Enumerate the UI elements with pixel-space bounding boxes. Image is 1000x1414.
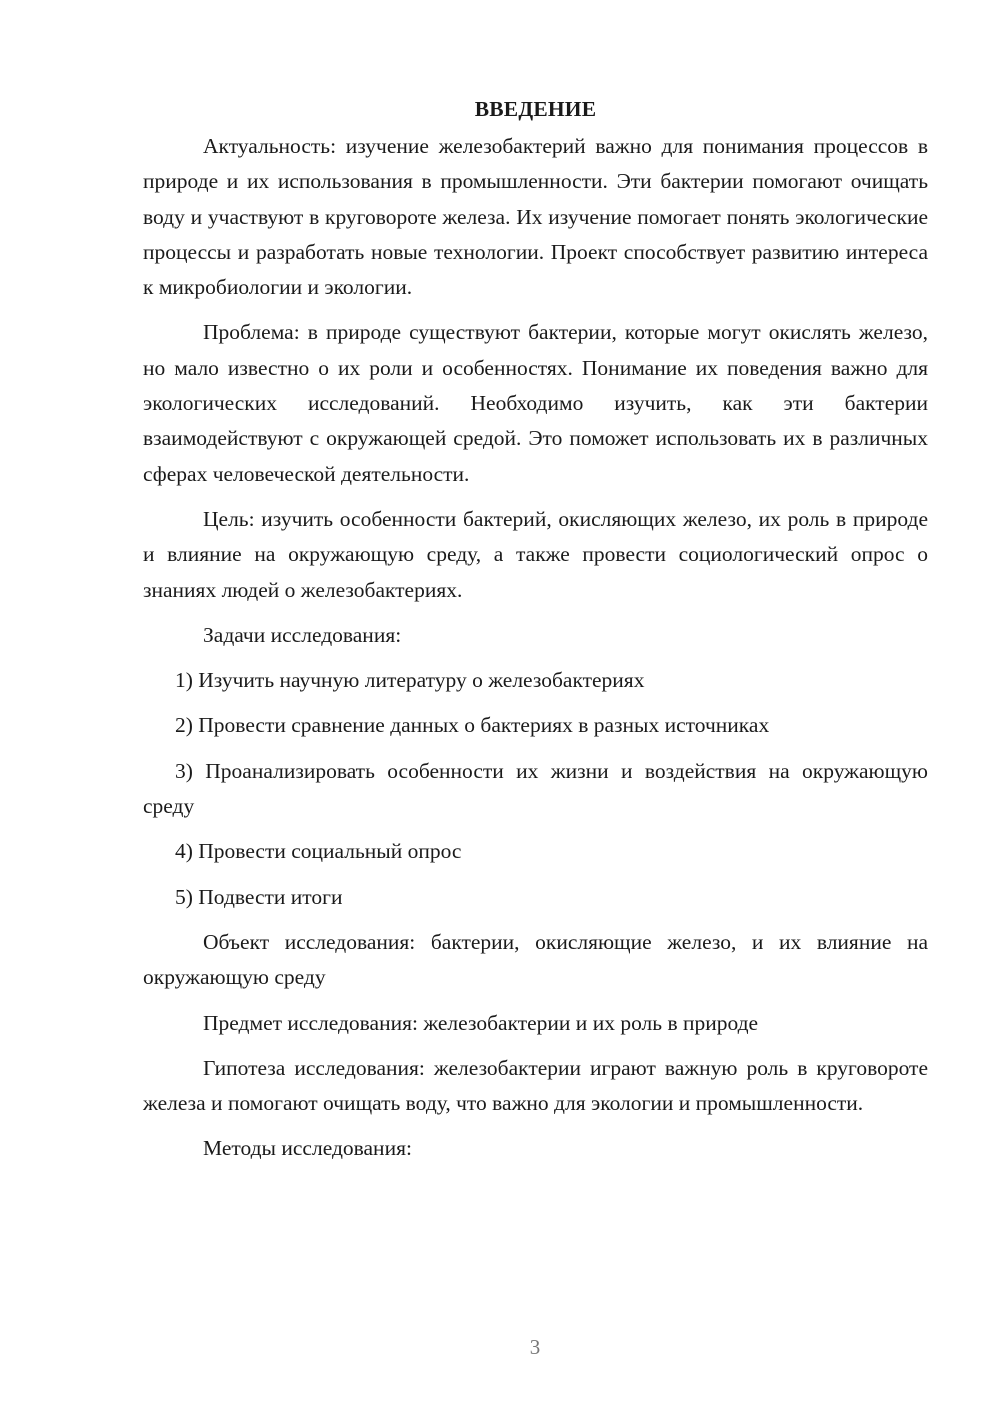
task-item: 2) Провести сравнение данных о бактериях в разных источниках (175, 713, 770, 738)
hypothesis-paragraph: Гипотеза исследования: железобактерии играют важную роль в круговороте железа и помогают очищать воду, что важно для экологии и промышленности. (143, 1055, 928, 1116)
section-title: ВВЕДЕНИЕ (474, 97, 597, 121)
tasks-heading: Задачи исследования: (203, 622, 402, 647)
object-paragraph: Объект исследования: бактерии, окисляющие железо, и их влияние на окружающую среду (143, 929, 928, 990)
task-item: 5) Подвести итоги (175, 884, 343, 909)
methods-heading: Методы исследования: (203, 1136, 412, 1161)
goal-paragraph: Цель: изучить особенности бактерий, окисляющих железо, их роль в природе и влияние на окружающую среду, а также провести социологический опрос о знаниях людей о железобактериях. (143, 506, 928, 602)
task-item: 4) Провести социальный опрос (175, 839, 462, 864)
document-page (143, 92, 928, 1177)
task-item: 3) Проанализировать особенности их жизни и воздействия на окружающую среду (143, 758, 928, 819)
subject-paragraph: Предмет исследования: железобактерии и их роль в природе (203, 1010, 759, 1035)
relevance-paragraph: Актуальность: изучение железобактерий важно для понимания процессов в природе и их использования в промышленности. Эти бактерии помогают очищать воду и участвуют в круговороте железа. Их изучение помогает понять экологические процессы и разработать новые технологии. Проект способствует развитию интереса к микробиологии и экологии. (143, 134, 928, 300)
problem-paragraph: Проблема: в природе существуют бактерии, которые могут окислять железо, но мало известно о их роли и особенностях. Понимание их поведения важно для экологических исследований. Необходимо изучить, как эти бактерии взаимодействуют с окружающей средой. Это поможет использовать их в различных сферах человеческой деятельности. (143, 320, 928, 486)
task-item: 1) Изучить научную литературу о железобактериях (175, 668, 645, 693)
page-number: 3 (529, 1335, 541, 1359)
